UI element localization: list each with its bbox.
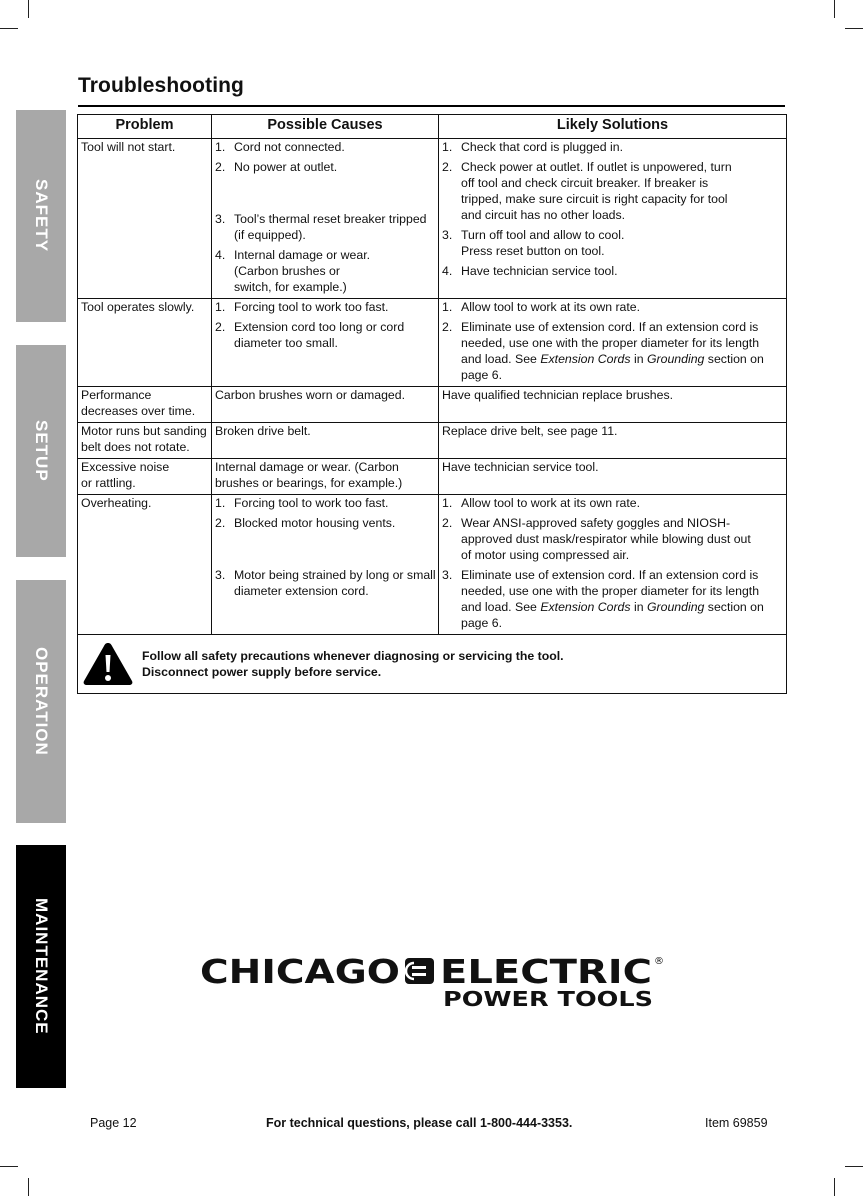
warning-line-2: Disconnect power supply before service. (142, 665, 382, 679)
crop-mark (0, 1166, 18, 1167)
list-item: 3. Motor being strained by long or small diameter extension cord. (215, 568, 436, 598)
solution-cell: Replace drive belt, see page 11. (439, 423, 787, 459)
warning-text (142, 648, 564, 680)
header-possible-causes: Possible Causes (212, 115, 439, 139)
list-item: 3. Turn off tool and allow to cool. Press reset button on tool. (442, 228, 625, 258)
list-item: 2. No power at outlet. (215, 160, 338, 174)
tab-safety-label: SAFETY (32, 179, 51, 253)
causes-cell (212, 139, 439, 299)
causes-cell (212, 299, 439, 387)
problem-cell: Tool operates slowly. (78, 299, 212, 387)
list-item: 4. Have technician service tool. (442, 264, 618, 278)
crop-mark (28, 0, 29, 18)
crop-mark (0, 28, 18, 29)
crop-mark (834, 0, 835, 18)
solutions-cell (439, 139, 787, 299)
cause-cell: Broken drive belt. (212, 423, 439, 459)
problem-cell: Motor runs but sanding belt does not rotate. (78, 423, 212, 459)
solution-cell: Have qualified technician replace brushes. (439, 387, 787, 423)
list-item: 1. Forcing tool to work too fast. (215, 496, 389, 510)
causes-cell (212, 495, 439, 635)
warning-triangle-icon (82, 641, 134, 687)
list-item: 1. Check that cord is plugged in. (442, 140, 624, 154)
list-item: 2. Check power at outlet. If outlet is unpowered, turn off tool and check circuit breaker. If breaker is tripped, make sure circuit is right capacity for tool and circuit has no other loads. (442, 160, 732, 222)
tab-setup[interactable] (16, 345, 66, 557)
list-item: 2. Blocked motor housing vents. (215, 516, 396, 530)
table-row (78, 139, 787, 299)
list-item: 1. Forcing tool to work too fast. (215, 300, 389, 314)
tab-maintenance-label: MAINTENANCE (32, 898, 51, 1035)
problem-cell: Overheating. (78, 495, 212, 635)
warning-cell (78, 635, 787, 694)
list-item: 2. Wear ANSI-approved safety goggles and NIOSH-approved dust mask/respirator while blowing dust out of motor using compressed air. (442, 516, 751, 562)
table-row (78, 495, 787, 635)
list-item: 2. Extension cord too long or cord diameter too small. (215, 320, 405, 350)
list-item: 3. Tool’s thermal reset breaker tripped (if equipped). (215, 212, 427, 242)
logo-plug-icon (405, 958, 434, 984)
list-item: 2. Eliminate use of extension cord. If an extension cord is needed, use one with the proper diameter for its length and load. See Extension Cords in Grounding section on page 6. (442, 320, 764, 382)
list-item: 1. Cord not connected. (215, 140, 345, 154)
problem-cell: Tool will not start. (78, 139, 212, 299)
cause-cell: Carbon brushes worn or damaged. (212, 387, 439, 423)
item-number: Item 69859 (705, 1116, 768, 1130)
troubleshooting-table (77, 114, 787, 694)
problem-cell: Performance decreases over time. (78, 387, 212, 423)
list-item: 1. Allow tool to work at its own rate. (442, 496, 641, 510)
tab-setup-label: SETUP (32, 420, 51, 482)
logo-brand-left: CHICAGO (200, 952, 400, 991)
table-row (78, 299, 787, 387)
page-title: Troubleshooting (78, 74, 244, 97)
cause-cell: Internal damage or wear. (Carbon brushes or bearings, for example.) (212, 459, 439, 495)
solutions-cell (439, 299, 787, 387)
warning-line-1: Follow all safety precautions whenever diagnosing or servicing the tool. (142, 649, 564, 663)
table-header-row (78, 115, 787, 139)
list-item: 4. Internal damage or wear. (Carbon brushes or switch, for example.) (215, 248, 371, 294)
technical-help-line: For technical questions, please call 1-800-444-3353. (266, 1116, 573, 1130)
chicago-electric-logo (200, 950, 680, 1012)
table-row (78, 459, 787, 495)
tab-operation[interactable] (16, 580, 66, 823)
header-likely-solutions: Likely Solutions (439, 115, 787, 139)
logo-tagline: POWER TOOLS (443, 987, 653, 1011)
logo-brand-right: ELECTRIC (440, 952, 652, 991)
tab-safety[interactable] (16, 110, 66, 322)
solutions-cell (439, 495, 787, 635)
title-divider (78, 105, 785, 107)
spacer (215, 535, 436, 567)
table-row (78, 387, 787, 423)
crop-mark (28, 1178, 29, 1196)
crop-mark (834, 1178, 835, 1196)
crop-mark (845, 1166, 863, 1167)
crop-mark (845, 28, 863, 29)
spacer (215, 179, 436, 211)
page-number: Page 12 (90, 1116, 137, 1130)
logo-registered-mark: ® (654, 956, 664, 967)
tab-operation-label: OPERATION (32, 647, 51, 756)
list-item: 3. Eliminate use of extension cord. If an extension cord is needed, use one with the proper diameter for its length and load. See Extension Cords in Grounding section on page 6. (442, 568, 764, 630)
problem-cell: Excessive noise or rattling. (78, 459, 212, 495)
tab-maintenance[interactable] (16, 845, 66, 1088)
warning-row (78, 635, 787, 694)
header-problem: Problem (78, 115, 212, 139)
list-item: 1. Allow tool to work at its own rate. (442, 300, 641, 314)
table-row (78, 423, 787, 459)
solution-cell: Have technician service tool. (439, 459, 787, 495)
